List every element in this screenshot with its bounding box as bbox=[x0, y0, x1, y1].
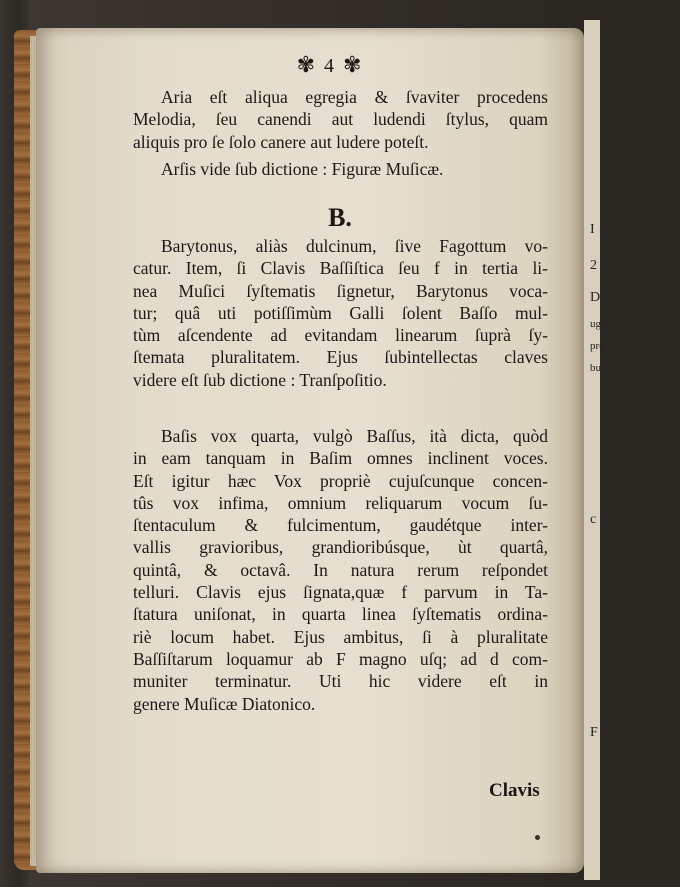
text-line: tûs vox infima, omnium reliquarum vocum ſu- bbox=[133, 492, 548, 513]
text-line: ſtemata pluralitatem. Ejus ſubintellectas claves bbox=[133, 347, 548, 368]
adjacent-fragment: pro bbox=[590, 340, 605, 352]
text-line: catur. Item, ſi Clavis Baſſiſtica ſeu f in tertia li- bbox=[133, 258, 548, 279]
adjacent-fragment: I bbox=[590, 222, 595, 237]
paragraph-basis bbox=[133, 425, 548, 715]
text-line: tùm aſcendente ad evitandam linearum ſuprà ſy- bbox=[133, 325, 548, 346]
page-number: 4 bbox=[324, 55, 336, 77]
text-line: tur; quâ uti potiſſimùm Galli ſolent Baſſo mul- bbox=[133, 302, 548, 323]
adjacent-fragment: ug bbox=[590, 318, 601, 330]
ornament-right-icon: ✾ bbox=[343, 52, 364, 77]
text-line: in eam tanquam in Baſim omnes inclinent voces. bbox=[133, 448, 548, 469]
text-line: ſtentaculum & fulcimentum, gaudétque inter- bbox=[133, 515, 548, 536]
text-line: aliquis pro ſe ſolo canere aut ludere poteſt. bbox=[133, 131, 429, 152]
text-line: quintâ, & octavâ. In natura rerum reſpondet bbox=[133, 559, 548, 580]
adjacent-fragment: 2 bbox=[590, 258, 597, 273]
text-line: Baſſiſtarum loquamur ab F magno uſq; ad d com- bbox=[133, 648, 548, 669]
text-line: Arſis vide ſub dictione : Figuræ Muſicæ. bbox=[161, 159, 444, 179]
text-line: Melodia, ſeu canendi aut ludendi ſtylus, quam bbox=[133, 109, 548, 130]
adjacent-page-strip bbox=[584, 20, 600, 880]
paragraph-aria bbox=[133, 86, 548, 153]
section-letter: B. bbox=[328, 203, 352, 232]
text-line: nea Muſici ſyſtematis ſignetur, Barytonus voca- bbox=[133, 280, 548, 301]
text-line: muniter terminatur. Uti hic videre eſt in bbox=[133, 671, 548, 692]
ornament-left-icon: ✾ bbox=[296, 52, 317, 77]
adjacent-fragment: c bbox=[590, 512, 597, 527]
catchword: Clavis bbox=[489, 780, 540, 801]
adjacent-fragment: F bbox=[590, 725, 598, 740]
text-line: genere Muſicæ Diatonico. bbox=[133, 693, 316, 714]
text-line: vallis gravioribus, grandioribúsque, ùt quartâ, bbox=[133, 537, 548, 558]
text-line: riè locum habet. Ejus ambitus, ſi à pluralitate bbox=[133, 626, 548, 647]
paragraph-barytonus bbox=[133, 235, 548, 391]
text-line: videre eſt ſub dictione : Tranſpoſitio. bbox=[133, 369, 387, 390]
text-line: telluri. Clavis ejus ſignata,quæ f parvum in Ta- bbox=[133, 582, 548, 603]
text-line: Aria eſt aliqua egregia & ſvaviter procedens bbox=[161, 87, 548, 107]
paper-spot bbox=[535, 835, 540, 840]
adjacent-fragment: bu bbox=[590, 362, 601, 374]
adjacent-fragment: D bbox=[590, 290, 601, 305]
text-line: Eſt igitur hæc Vox propriè cujuſcunque concen- bbox=[133, 470, 548, 491]
text-line: Baſis vox quarta, vulgò Baſſus, ità dicta, quòd bbox=[161, 426, 548, 446]
text-line: ſtatura uniſonat, in quarta linea ſyſtematis ordina- bbox=[133, 604, 548, 625]
text-line: Barytonus, aliàs dulcinum, ſive Fagottum vo- bbox=[161, 236, 548, 256]
page-header bbox=[0, 52, 660, 78]
paragraph-arsis bbox=[133, 158, 548, 180]
